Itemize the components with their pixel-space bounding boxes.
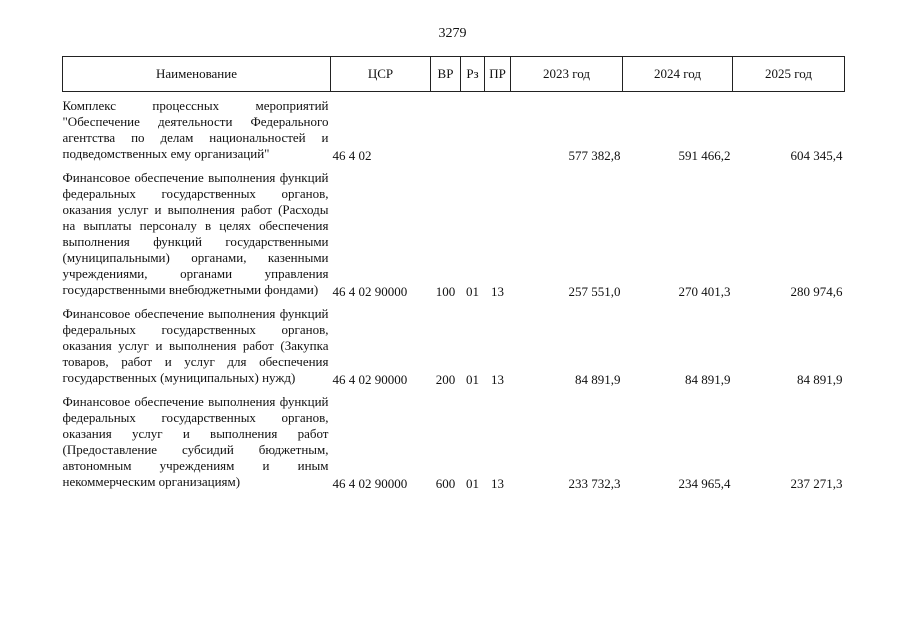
row-2025: 237 271,3 [790,476,843,491]
row-2023: 577 382,8 [568,148,621,163]
row-name: Финансовое обеспечение выполнения функций федеральных государственных органов, оказания услуг и выполнения работ (Закупка товаров, работ и услуг для обеспечения государственных (муниципальных) нужд) [62,306,329,385]
header-csr: ЦСР [331,57,431,92]
page-number: 3279 [438,26,467,41]
row-csr: 46 4 02 90000 [332,476,408,491]
row-csr: 46 4 02 90000 [332,284,408,299]
header-name: Наименование [63,57,331,92]
row-2025: 84 891,9 [797,372,843,387]
table-row [63,164,845,300]
row-vr: 200 [435,372,456,387]
row-name: Комплекс процессных мероприятий "Обеспечение деятельности Федерального агентства по делам национальностей и подведомственных ему организаций" [62,98,329,161]
row-2024: 591 466,2 [678,148,731,163]
header-2025: 2025 год [733,57,845,92]
table-row [63,300,845,388]
header-vr: ВР [431,57,461,92]
header-2024: 2024 год [623,57,733,92]
header-pr: ПР [485,57,511,92]
row-name: Финансовое обеспечение выполнения функций федеральных государственных органов, оказания услуг и выполнения работ (Расходы на выплаты персоналу в целях обеспечения выполнения функций государственными (муниципальными) органами, казенными учреждениями, органами управления государственными внебюджетными фондами) [62,170,329,297]
header-row [63,57,845,92]
table-row [63,92,845,165]
row-csr: 46 4 02 [332,148,372,163]
row-2023: 84 891,9 [575,372,621,387]
table-row [63,388,845,492]
row-vr: 100 [435,284,456,299]
row-rz: 01 [466,372,479,387]
row-rz [461,92,485,165]
row-2023: 257 551,0 [568,284,621,299]
row-rz: 01 [466,284,479,299]
row-pr [485,92,511,165]
row-vr [431,92,461,165]
row-2024: 234 965,4 [678,476,731,491]
header-2023: 2023 год [511,57,623,92]
row-pr: 13 [491,372,504,387]
header-rz: Рз [461,57,485,92]
row-2025: 280 974,6 [790,284,843,299]
row-2024: 270 401,3 [678,284,731,299]
row-pr: 13 [491,476,504,491]
row-2025: 604 345,4 [790,148,843,163]
row-rz: 01 [466,476,479,491]
row-2023: 233 732,3 [568,476,621,491]
row-2024: 84 891,9 [685,372,731,387]
row-csr: 46 4 02 90000 [332,372,408,387]
row-name: Финансовое обеспечение выполнения функций федеральных государственных органов, оказания услуг и выполнения работ (Предоставление субсидий бюджетным, автономным учреждениям и иным некоммерческим организациям) [62,394,329,489]
row-vr: 600 [435,476,456,491]
budget-table [62,56,845,492]
row-pr: 13 [491,284,504,299]
